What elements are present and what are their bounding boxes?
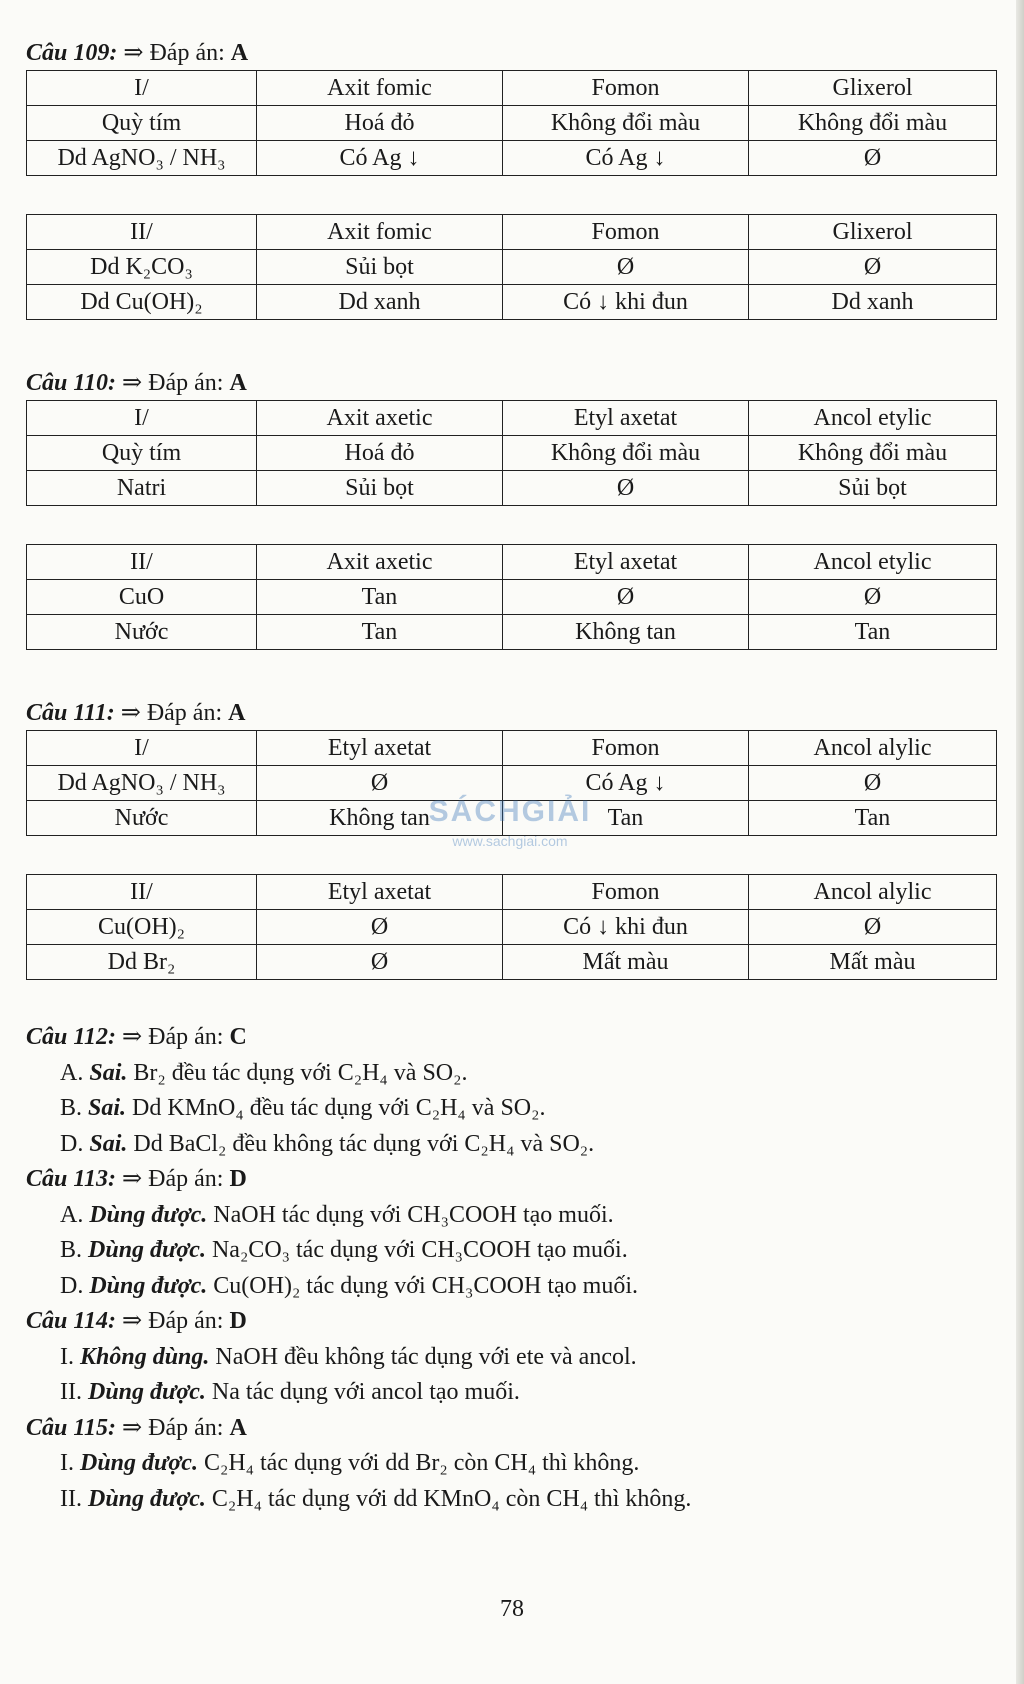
- table-cell: Có ↓ khi đun: [503, 910, 749, 945]
- answer-value: D: [229, 1166, 247, 1192]
- table-cell: Axit fomic: [257, 71, 503, 106]
- explanation-text: C₂H₄ tác dụng với dd KMnO₄ còn CH₄ thì không.: [211, 1485, 692, 1512]
- explanation-text: C₂H₄ tác dụng với dd Br₂ còn CH₄ thì không.: [203, 1450, 640, 1476]
- table-cell: Sủi bọt: [257, 250, 503, 285]
- table-cell: Không đổi màu: [749, 106, 997, 141]
- table-cell: Ø: [749, 910, 997, 945]
- verdict: Dùng được.: [88, 1237, 206, 1263]
- question-header: [26, 1304, 998, 1340]
- arrow: ⇒: [122, 1024, 143, 1050]
- table-row: [27, 945, 997, 980]
- option-prefix: B.: [60, 1237, 83, 1263]
- row-label-cell: II/: [27, 875, 257, 910]
- answer-value: A: [230, 40, 249, 66]
- row-label-cell: I/: [27, 731, 257, 766]
- verdict: Sai.: [89, 1130, 128, 1157]
- q111-table-2: [26, 874, 997, 980]
- table-cell: Fomon: [503, 875, 749, 910]
- answer-explanation-line: [26, 1056, 998, 1092]
- row-label-cell: Quỳ tím: [27, 106, 257, 141]
- question-number: Câu 115:: [26, 1414, 117, 1441]
- table-cell: Ø: [749, 141, 997, 176]
- table-cell: Ancol etylic: [749, 545, 997, 580]
- q109-table-1: [26, 70, 997, 176]
- verdict: Không dùng.: [80, 1343, 210, 1370]
- table-row: [27, 106, 997, 141]
- row-label-cell: Dd Br₂: [27, 945, 257, 980]
- table-cell: Tan: [257, 615, 503, 650]
- answer-value: C: [229, 1024, 247, 1050]
- table-cell: Ø: [749, 766, 997, 801]
- table-cell: Axit axetic: [257, 401, 503, 436]
- answer-explanation-line: [26, 1233, 998, 1269]
- answer-explanation-line: [26, 1446, 998, 1482]
- answer-value: D: [229, 1308, 247, 1334]
- question-115: [26, 1411, 998, 1518]
- table-cell: Fomon: [503, 731, 749, 766]
- row-label-cell: Dd AgNO₃ / NH₃: [27, 141, 257, 176]
- answer-value: A: [229, 370, 247, 396]
- row-label-cell: Nước: [27, 615, 257, 650]
- table-header-row: [27, 401, 997, 436]
- explanation-text: Dd BaCl₂ đều không tác dụng với C₂H₄ và SO₂.: [133, 1130, 595, 1157]
- answer-label: Đáp án:: [149, 40, 225, 66]
- table-cell: Dd xanh: [749, 285, 997, 320]
- table-cell: Mất màu: [749, 945, 997, 980]
- table-cell: Sủi bọt: [749, 471, 997, 506]
- table-cell: Etyl axetat: [257, 875, 503, 910]
- question-111-header: [26, 698, 998, 728]
- answer-label: Đáp án:: [148, 1308, 224, 1334]
- explanation-text: Cu(OH)₂ tác dụng với CH₃COOH tạo muối.: [213, 1272, 639, 1299]
- explanation-text: NaOH đều không tác dụng với ete và ancol.: [215, 1343, 637, 1370]
- table-cell: Ancol alylic: [749, 875, 997, 910]
- question-header: [26, 1020, 998, 1056]
- row-label-cell: Nước: [27, 801, 257, 836]
- question-header: [26, 1411, 998, 1447]
- answer-value: A: [228, 700, 246, 726]
- table-row: [27, 615, 997, 650]
- table-cell: Không tan: [257, 801, 503, 836]
- explanation-text: Na₂CO₃ tác dụng với CH₃COOH tạo muối.: [211, 1237, 628, 1263]
- q111-table-1: [26, 730, 997, 836]
- question-number: Câu 113:: [26, 1166, 117, 1192]
- question-113: [26, 1162, 998, 1304]
- answer-label: Đáp án:: [148, 1024, 224, 1050]
- arrow: ⇒: [122, 370, 143, 396]
- table-cell: Axit fomic: [257, 215, 503, 250]
- table-cell: Mất màu: [503, 945, 749, 980]
- row-label-cell: II/: [27, 215, 257, 250]
- option-prefix: A.: [60, 1201, 84, 1228]
- table-cell: Hoá đỏ: [257, 436, 503, 471]
- table-cell: Ancol alylic: [749, 731, 997, 766]
- table-row: [27, 801, 997, 836]
- table-cell: Etyl axetat: [503, 545, 749, 580]
- table-row: [27, 580, 997, 615]
- table-cell: Glixerol: [749, 215, 997, 250]
- table-cell: Có Ag ↓: [503, 141, 749, 176]
- table-cell: Glixerol: [749, 71, 997, 106]
- table-row: [27, 910, 997, 945]
- arrow: ⇒: [122, 1308, 143, 1334]
- table-cell: Ø: [503, 580, 749, 615]
- explanation-text: Dd KMnO₄ đều tác dụng với C₂H₄ và SO₂.: [132, 1095, 546, 1121]
- verdict: Dùng được.: [89, 1201, 208, 1228]
- arrow: ⇒: [122, 1166, 143, 1192]
- table-cell: Không đổi màu: [503, 436, 749, 471]
- question-112: [26, 1020, 998, 1162]
- verdict: Dùng được.: [80, 1450, 198, 1476]
- answer-explanation-line: [26, 1340, 998, 1376]
- watermark-logo: SÁCHGIẢI: [428, 795, 592, 828]
- q109-table-2: [26, 214, 997, 320]
- table-cell: Dd xanh: [257, 285, 503, 320]
- option-prefix: I.: [60, 1450, 74, 1476]
- question-number: Câu 110:: [26, 370, 117, 396]
- table-cell: Etyl axetat: [503, 401, 749, 436]
- page-edge-shadow: [1016, 0, 1024, 1684]
- explanation-text: Br₂ đều tác dụng với C₂H₄ và SO₂.: [133, 1059, 468, 1086]
- verdict: Sai.: [89, 1059, 128, 1086]
- page-number: 78: [500, 1596, 524, 1622]
- table-row: [27, 141, 997, 176]
- answer-explanation-line: [26, 1482, 998, 1518]
- option-prefix: A.: [60, 1059, 84, 1086]
- arrow: ⇒: [122, 1414, 143, 1441]
- verdict: Dùng được.: [87, 1485, 206, 1512]
- row-label-cell: Dd Cu(OH)₂: [27, 285, 257, 320]
- table-cell: Tan: [749, 615, 997, 650]
- answer-label: Đáp án:: [146, 700, 223, 726]
- verdict: Dùng được.: [89, 1272, 208, 1299]
- answer-label: Đáp án:: [148, 1414, 224, 1441]
- row-label-cell: Dd AgNO₃ / NH₃: [27, 766, 257, 801]
- question-number: Câu 112:: [26, 1024, 117, 1050]
- row-label-cell: Natri: [27, 471, 257, 506]
- table-header-row: [27, 875, 997, 910]
- table-cell: Ø: [257, 766, 503, 801]
- table-row: [27, 285, 997, 320]
- verdict: Dùng được.: [87, 1379, 206, 1405]
- q110-table-1: [26, 400, 997, 506]
- row-label-cell: CuO: [27, 580, 257, 615]
- table-header-row: [27, 731, 997, 766]
- q110-table-2: [26, 544, 997, 650]
- explanation-text: NaOH tác dụng với CH₃COOH tạo muối.: [213, 1201, 614, 1228]
- table-cell: Có Ag ↓: [257, 141, 503, 176]
- option-prefix: II.: [60, 1485, 82, 1512]
- answer-label: Đáp án:: [148, 370, 224, 396]
- table-cell: Ø: [503, 471, 749, 506]
- table-cell: Không đổi màu: [749, 436, 997, 471]
- table-cell: Ø: [749, 580, 997, 615]
- arrow: ⇒: [123, 40, 144, 66]
- arrow: ⇒: [120, 700, 141, 726]
- table-cell: Fomon: [503, 215, 749, 250]
- option-prefix: I.: [60, 1343, 74, 1370]
- watermark-url: www.sachgiai.com: [452, 833, 568, 849]
- table-header-row: [27, 545, 997, 580]
- table-cell: Không đổi màu: [503, 106, 749, 141]
- table-cell: Ø: [503, 250, 749, 285]
- explanation-text: Na tác dụng với ancol tạo muối.: [211, 1379, 520, 1405]
- row-label-cell: I/: [27, 401, 257, 436]
- table-cell: Tan: [749, 801, 997, 836]
- table-cell: Axit axetic: [257, 545, 503, 580]
- table-cell: Tan: [257, 580, 503, 615]
- question-110-header: [26, 368, 998, 398]
- question-number: Câu 114:: [26, 1308, 117, 1334]
- option-prefix: B.: [60, 1095, 83, 1121]
- table-cell: Tan: [503, 801, 749, 836]
- table-cell: Sủi bọt: [257, 471, 503, 506]
- question-number: Câu 109:: [26, 40, 118, 66]
- table-cell: Fomon: [503, 71, 749, 106]
- table-cell: Không tan: [503, 615, 749, 650]
- table-header-row: [27, 215, 997, 250]
- table-cell: Ø: [749, 250, 997, 285]
- question-header: [26, 1162, 998, 1198]
- row-label-cell: Dd K₂CO₃: [27, 250, 257, 285]
- answer-explanation-line: [26, 1375, 998, 1411]
- table-cell: Ø: [257, 945, 503, 980]
- row-label-cell: I/: [27, 71, 257, 106]
- answer-label: Đáp án:: [148, 1166, 224, 1192]
- table-cell: Ø: [257, 910, 503, 945]
- question-109-header: [26, 38, 998, 68]
- option-prefix: II.: [60, 1379, 82, 1405]
- answer-value: A: [229, 1414, 247, 1441]
- answer-explanation-line: [26, 1127, 998, 1163]
- table-row: [27, 766, 997, 801]
- table-cell: Ancol etylic: [749, 401, 997, 436]
- question-number: Câu 111:: [26, 700, 115, 726]
- page-content: [26, 38, 998, 1517]
- question-114: [26, 1304, 998, 1411]
- option-prefix: D.: [60, 1272, 84, 1299]
- answer-explanation-line: [26, 1269, 998, 1305]
- table-cell: Hoá đỏ: [257, 106, 503, 141]
- answer-explanation-line: [26, 1091, 998, 1127]
- answer-explanation-line: [26, 1198, 998, 1234]
- table-header-row: [27, 71, 997, 106]
- table-row: [27, 250, 997, 285]
- verdict: Sai.: [88, 1095, 127, 1121]
- table-cell: Etyl axetat: [257, 731, 503, 766]
- row-label-cell: II/: [27, 545, 257, 580]
- row-label-cell: Quỳ tím: [27, 436, 257, 471]
- table-row: [27, 471, 997, 506]
- table-row: [27, 436, 997, 471]
- row-label-cell: Cu(OH)₂: [27, 910, 257, 945]
- table-cell: Có ↓ khi đun: [503, 285, 749, 320]
- option-prefix: D.: [60, 1130, 84, 1157]
- table-cell: Có Ag ↓: [503, 766, 749, 801]
